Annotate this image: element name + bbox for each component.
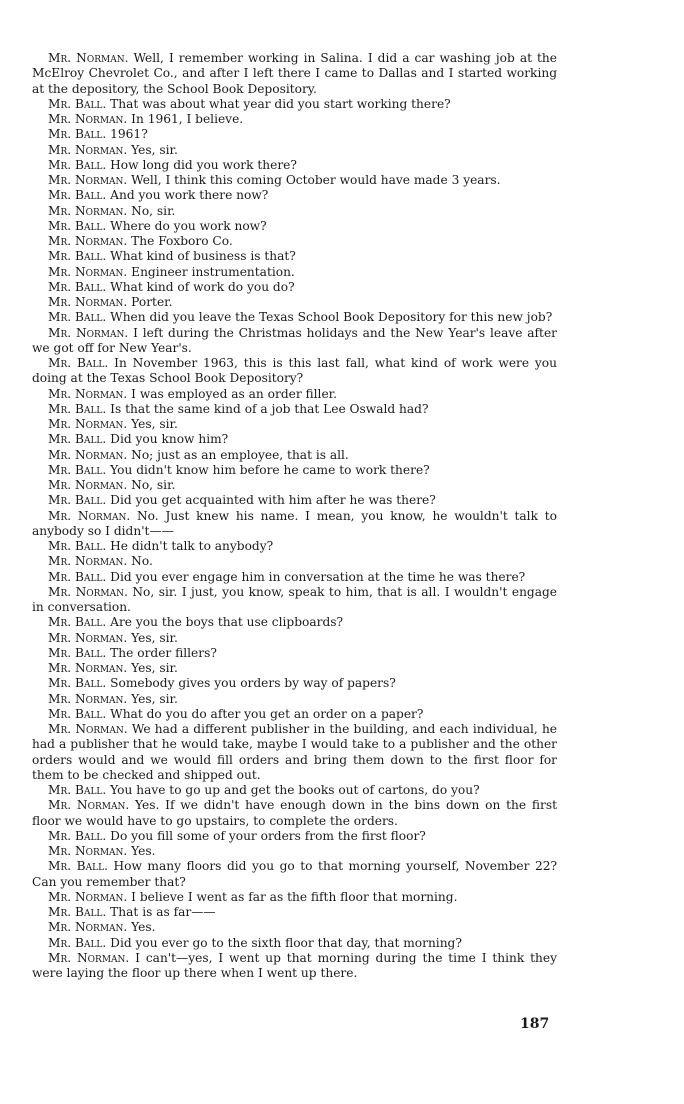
speaker-name: Mr. Ball. (48, 310, 107, 325)
speech-text: I can't—yes, I went up that morning during the time I think they were laying the floor up there when I went up there. (32, 950, 557, 980)
testimony-paragraph (32, 448, 557, 463)
testimony-paragraph (32, 890, 557, 905)
testimony-paragraph (32, 783, 557, 798)
testimony-paragraph (32, 646, 557, 661)
speech-text: 1961? (110, 127, 148, 142)
testimony-paragraph (32, 585, 557, 616)
speaker-name: Mr. Ball. (48, 615, 107, 630)
speaker-name: Mr. Norman. (48, 554, 128, 569)
speech-text: Are you the boys that use clipboards? (110, 615, 344, 630)
speech-text: Do you fill some of your orders from the first floor? (110, 828, 426, 843)
speech-text: Did you know him? (110, 432, 229, 447)
speaker-name: Mr. Norman. (48, 51, 129, 65)
testimony-paragraph (32, 661, 557, 676)
speaker-name: Mr. Ball. (48, 157, 107, 172)
testimony-paragraph (32, 798, 557, 829)
speaker-name: Mr. Ball. (48, 401, 107, 416)
speech-text: No. Just knew his name. I mean, you know, he wouldn't talk to anybody so I didn't—— (32, 508, 557, 538)
testimony-paragraph (32, 539, 557, 554)
testimony-paragraph (32, 326, 557, 357)
testimony-paragraph (32, 692, 557, 707)
testimony-paragraph (32, 387, 557, 402)
speaker-name: Mr. Ball. (48, 279, 107, 294)
testimony-paragraph (32, 707, 557, 722)
speaker-name: Mr. Ball. (48, 783, 107, 797)
speech-text: Yes. If we didn't have enough down in the bins down on the first floor we would have to go upstairs, to complete the orders. (32, 798, 558, 828)
testimony-paragraph (32, 936, 557, 951)
speech-text: Yes, sir. (131, 417, 178, 431)
speaker-name: Mr. Ball. (48, 828, 107, 843)
speech-text: Porter. (131, 295, 173, 309)
testimony-paragraph (32, 615, 557, 630)
testimony-paragraph (32, 554, 557, 569)
speaker-name: Mr. Norman. (48, 508, 131, 523)
testimony-paragraph (32, 478, 557, 493)
speaker-name: Mr. Norman. (48, 295, 128, 309)
speaker-name: Mr. Norman. (48, 173, 128, 187)
speaker-name: Mr. Ball. (48, 706, 107, 721)
testimony-paragraph (32, 844, 557, 859)
speech-text: No, sir. I just, you know, speak to him, that is all. I wouldn't engage in conversation. (32, 584, 558, 614)
speaker-name: Mr. Norman. (48, 722, 128, 736)
speaker-name: Mr. Ball. (48, 645, 107, 660)
speaker-name: Mr. Norman. (48, 630, 128, 645)
testimony-paragraph (32, 951, 557, 982)
speech-text: Yes, sir. (131, 661, 178, 675)
speech-text: How many floors did you go to that morning yourself, November 22? Can you remember that? (32, 859, 557, 889)
speech-text: You didn't know him before he came to work there? (110, 462, 430, 477)
speaker-name: Mr. Ball. (48, 676, 107, 691)
testimony-paragraph (32, 722, 557, 783)
speech-text: Yes, sir. (131, 142, 178, 157)
testimony-paragraph (32, 127, 557, 142)
testimony-paragraph (32, 509, 557, 540)
testimony-paragraph (32, 631, 557, 646)
testimony-paragraph (32, 234, 557, 249)
speaker-name: Mr. Norman. (48, 661, 128, 675)
speech-text: Did you get acquainted with him after he was there? (110, 493, 436, 508)
speaker-name: Mr. Norman. (48, 920, 128, 935)
speaker-name: Mr. Norman. (48, 691, 128, 706)
testimony-paragraph (32, 905, 557, 920)
speech-text: Yes, sir. (131, 630, 178, 645)
speaker-name: Mr. Ball. (48, 905, 107, 919)
testimony-paragraph (32, 295, 557, 310)
speech-text: You have to go up and get the books out of cartons, do you? (110, 783, 480, 797)
speaker-name: Mr. Ball. (48, 935, 107, 950)
speaker-name: Mr. Ball. (48, 539, 107, 553)
speaker-name: Mr. Norman. (48, 844, 128, 858)
testimony-paragraph (32, 920, 557, 935)
speech-text: The order fillers? (110, 645, 217, 660)
testimony-paragraph (32, 432, 557, 447)
speaker-name: Mr. Ball. (48, 127, 107, 142)
testimony-paragraph (32, 493, 557, 508)
testimony-paragraph (32, 219, 557, 234)
testimony-paragraph (32, 676, 557, 691)
testimony-paragraph (32, 463, 557, 478)
speaker-name: Mr. Norman. (48, 447, 128, 462)
speech-text: No, sir. (131, 478, 176, 492)
speech-text: Well, I remember working in Salina. I did a car washing job at the McElroy Chevrolet Co., and after I left there I came to Dallas and I started working at the depository, the School Book Depository. (32, 51, 557, 96)
speech-text: Yes, sir. (131, 691, 178, 706)
speaker-name: Mr. Norman. (48, 112, 128, 126)
speech-text: Somebody gives you orders by way of papers? (110, 676, 396, 691)
speaker-name: Mr. Norman. (48, 478, 128, 492)
speech-text: What kind of work do you do? (110, 279, 295, 294)
speech-text: That is as far—— (110, 905, 216, 919)
speaker-name: Mr. Ball. (48, 188, 107, 203)
speaker-name: Mr. Norman. (48, 264, 128, 279)
testimony-paragraph (32, 204, 557, 219)
speech-text: And you work there now? (110, 188, 269, 203)
speech-text: In 1961, I believe. (131, 112, 244, 126)
testimony-paragraph (32, 310, 557, 325)
speech-text: Well, I think this coming October would have made 3 years. (131, 173, 501, 187)
speaker-name: Mr. Norman. (48, 584, 128, 599)
speech-text: I left during the Christmas holidays and the New Year's leave after we got off for New Year's. (32, 325, 557, 355)
speech-text: We had a different publisher in the building, and each individual, he had a publisher that he would take, maybe I would take to a publisher and the other orders would and we would fill orders and bring them down to the first floor for them to be checked and shipped out. (32, 722, 558, 782)
testimony-paragraph (32, 143, 557, 158)
speaker-name: Mr. Norman. (48, 234, 128, 248)
speaker-name: Mr. Ball. (48, 432, 107, 447)
speech-text: No, sir. (131, 203, 176, 218)
speaker-name: Mr. Ball. (48, 859, 108, 874)
speech-text: When did you leave the Texas School Book Depository for this new job? (110, 310, 553, 325)
speaker-name: Mr. Norman. (48, 889, 128, 904)
speech-text: He didn't talk to anybody? (110, 539, 274, 553)
speech-text: What kind of business is that? (110, 249, 296, 264)
speaker-name: Mr. Norman. (48, 950, 130, 965)
speaker-name: Mr. Norman. (48, 417, 128, 431)
speech-text: In November 1963, this is this last fall, what kind of work were you doing at the Texas School Book Depository? (32, 356, 557, 386)
speech-text: No; just as an employee, that is all. (131, 447, 349, 462)
speaker-name: Mr. Ball. (48, 96, 107, 111)
speech-text: I believe I went as far as the fifth floor that morning. (131, 889, 458, 904)
speaker-name: Mr. Ball. (48, 569, 107, 584)
speaker-name: Mr. Norman. (48, 798, 130, 813)
testimony-paragraph (32, 112, 557, 127)
speech-text: Where do you work now? (110, 218, 267, 233)
testimony-paragraph (32, 97, 557, 112)
testimony-paragraph (32, 417, 557, 432)
speech-text: Yes. (131, 844, 156, 858)
testimony-paragraph (32, 356, 557, 387)
testimony-paragraph (32, 265, 557, 280)
testimony-paragraph (32, 829, 557, 844)
speaker-name: Mr. Norman. (48, 203, 128, 218)
speaker-name: Mr. Norman. (48, 386, 128, 401)
speaker-name: Mr. Norman. (48, 325, 129, 340)
page-number: 187 (520, 1016, 550, 1032)
speech-text: Yes. (131, 920, 156, 935)
speech-text: The Foxboro Co. (131, 234, 233, 248)
testimony-paragraph (32, 402, 557, 417)
speech-text: How long did you work there? (110, 157, 297, 172)
speech-text: No. (131, 554, 153, 569)
speaker-name: Mr. Ball. (48, 218, 107, 233)
speaker-name: Mr. Ball. (48, 462, 107, 477)
speaker-name: Mr. Ball. (48, 249, 107, 264)
speaker-name: Mr. Ball. (48, 493, 107, 508)
speaker-name: Mr. Ball. (48, 356, 109, 370)
testimony-paragraph (32, 859, 557, 890)
testimony-paragraph (32, 188, 557, 203)
testimony-paragraph (32, 249, 557, 264)
testimony-paragraph (32, 158, 557, 173)
speech-text: Is that the same kind of a job that Lee Oswald had? (110, 401, 429, 416)
speech-text: Did you ever engage him in conversation at the time he was there? (110, 569, 526, 584)
speech-text: That was about what year did you start working there? (110, 96, 451, 111)
testimony-transcript (32, 51, 557, 981)
speech-text: Did you ever go to the sixth floor that day, that morning? (110, 935, 462, 950)
speaker-name: Mr. Norman. (48, 142, 128, 157)
speech-text: What do you do after you get an order on a paper? (110, 706, 424, 721)
testimony-paragraph (32, 51, 557, 97)
speech-text: I was employed as an order filler. (131, 386, 338, 401)
testimony-paragraph (32, 570, 557, 585)
speech-text: Engineer instrumentation. (131, 264, 295, 279)
testimony-paragraph (32, 280, 557, 295)
testimony-paragraph (32, 173, 557, 188)
